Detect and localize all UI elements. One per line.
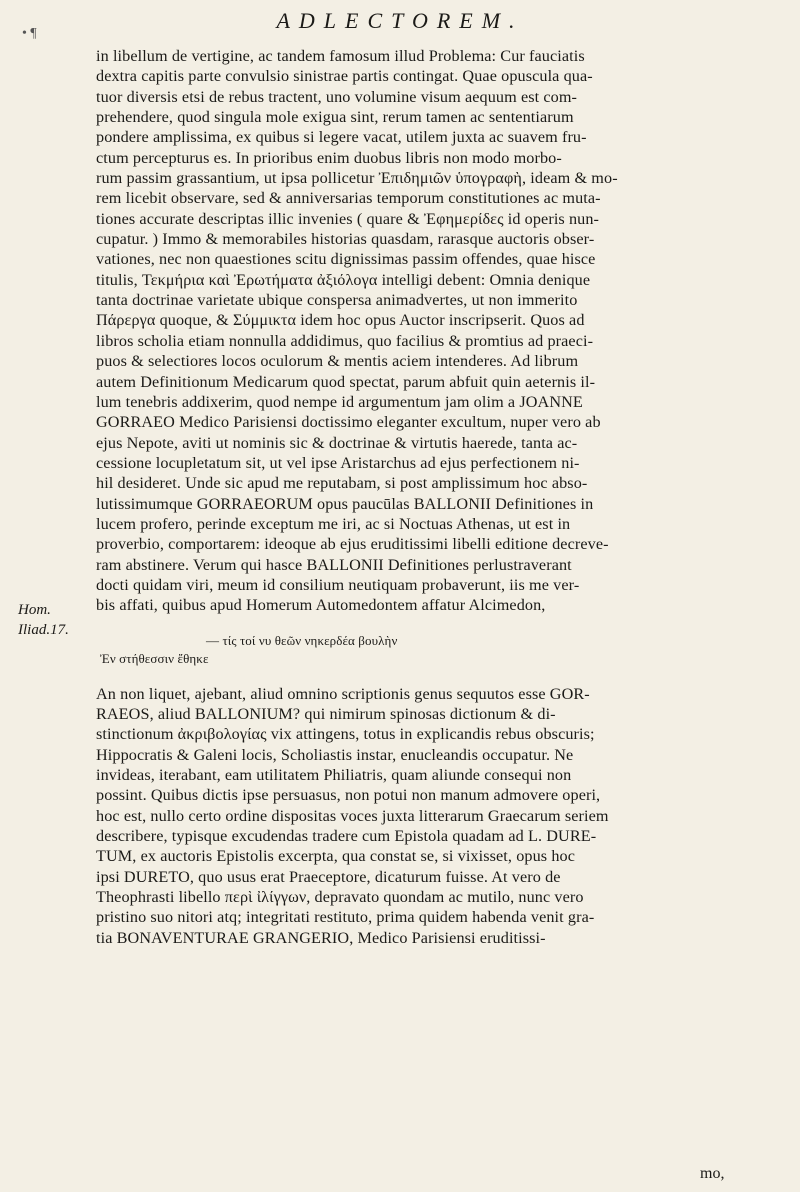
spacer bbox=[96, 616, 756, 632]
body-text bbox=[96, 46, 756, 948]
text-line: docti quidam viri, meum id consilium neutiquam probaverunt, iis me ver- bbox=[96, 575, 580, 594]
text-line: puos & selectiores locos oculorum & mentis aciem intenderes. Ad librum bbox=[96, 352, 579, 371]
text-line: ram abstinere. Verum qui hasce BALLONII Definitiones perlustraverant bbox=[96, 555, 572, 574]
text-line: possint. Quibus dictis ipse persuasus, non potui non manum admovere operi, bbox=[96, 786, 601, 805]
text-line: lutissimumque GORRAEORUM opus paucūlas BALLONII Definitiones in bbox=[96, 494, 594, 513]
margin-note-hom: Hom. bbox=[18, 602, 51, 618]
text-line: pondere amplissima, ex quibus si legere vacat, utilem juxta ac suavem fru- bbox=[96, 128, 587, 147]
text-line: cessione locupletatum sit, ut vel ipse Aristarchus ad ejus perfectionem ni- bbox=[96, 453, 580, 472]
verse-line: — τίς τοί νυ θεῶν νηκερδέα βουλὴν bbox=[206, 632, 398, 648]
text-line: rem licebit observare, sed & anniversarias temporum constitutiones ac muta- bbox=[96, 189, 601, 208]
text-line: titulis, Τεκμήρια καὶ Ἐρωτήματα ἀξιόλογα intelligi debent: Omnia denique bbox=[96, 270, 591, 289]
text-line: rum passim grassantium, ut ipsa pollicetur Ἐπιδημιῶν ὑπογραφὴ, ideam & mo- bbox=[96, 169, 618, 188]
text-line: pristino suo nitori atq; integritati restituto, prima quidem habenda venit gra- bbox=[96, 908, 595, 927]
text-line: stinctionum ἀκριβολογίας vix attingens, totus in explicandis rebus obscuris; bbox=[96, 725, 595, 744]
text-line: bis affati, quibus apud Homerum Automedontem affatur Alcimedon, bbox=[96, 596, 546, 615]
spacer bbox=[96, 668, 756, 684]
text-line: lucem profero, perinde exceptum me iri, ac si Noctuas Athenas, ut est in bbox=[96, 514, 571, 533]
page-title: ADLECTOREM. bbox=[276, 8, 524, 33]
text-line: RAEOS, aliud BALLONIUM? qui nimirum spinosas dictionum & di- bbox=[96, 704, 556, 723]
text-line: Πάρεργα quoque, & Σύμμικτα idem hoc opus Auctor inscripserit. Quos ad bbox=[96, 311, 585, 330]
text-line: tanta doctrinae varietate ubique conspersa animadvertes, ut non immerito bbox=[96, 291, 578, 310]
text-line: prehendere, quod singula mole exigua sint, rerum tamen ac sententiarum bbox=[96, 108, 574, 127]
text-line: vationes, nec non quaestiones scitu dignissimas passim offendes, quae hisce bbox=[96, 250, 596, 269]
text-line: libros scholia etiam nonnulla addidimus, quo facilius & promtius ad praeci- bbox=[96, 331, 594, 350]
text-line: ejus Nepote, aviti ut nominis sic & doctrinae & virtutis haerede, tanta ac- bbox=[96, 433, 578, 452]
text-line: describere, typisque excudendas tradere cum Epistola quadam ad L. DURE- bbox=[96, 827, 597, 846]
catchword: mo, bbox=[700, 1165, 725, 1182]
text-line: lum tenebris addixerim, quod nempe id argumentum jam olim a JOANNE bbox=[96, 392, 583, 411]
paragraph-second bbox=[96, 684, 756, 948]
text-line: GORRAEO Medico Parisiensi doctissimo eleganter excultum, nuper vero ab bbox=[96, 413, 601, 432]
text-line: TUM, ex auctoris Epistolis excerpta, qua constat se, si vixisset, opus hoc bbox=[96, 847, 575, 866]
text-line: Theophrasti libello περὶ ἰλίγγων, depravato quondam ac mutilo, nunc vero bbox=[96, 888, 584, 907]
paragraph-first bbox=[96, 46, 756, 616]
text-line: dextra capitis parte convulsio sinistrae partis contingat. Quae opuscula qua- bbox=[96, 67, 593, 86]
verse-line: Ἐν στήθεσσιν ἔθηκε bbox=[100, 650, 209, 666]
text-line: proverbio, comportarem: ideoque ab ejus eruditissimi libelli editione decreve- bbox=[96, 535, 609, 554]
text-line: ctum percepturus es. In prioribus enim duobus libris non modo morbo- bbox=[96, 148, 562, 167]
text-line: tiones accurate descriptas illic invenies ( quare & Ἐφημερίδες id operis nun- bbox=[96, 209, 600, 228]
text-line: autem Definitionum Medicarum quod spectat, parum abfuit quin aeternis il- bbox=[96, 372, 596, 391]
text-line: hoc est, nullo certo ordine dispositas voces juxta litterarum Graecarum seriem bbox=[96, 806, 609, 825]
text-line: Hippocratis & Galeni locis, Scholiastis instar, enucleandis occupatur. Ne bbox=[96, 745, 574, 764]
text-line: tia BONAVENTURAE GRANGERIO, Medico Parisiensi eruditissi- bbox=[96, 928, 546, 947]
text-line: tuor diversis etsi de rebus tractent, uno volumine visum aequum est com- bbox=[96, 87, 578, 106]
text-line: ipsi DURETO, quo usus erat Praeceptore, dicaturum fuisse. At vero de bbox=[96, 867, 561, 886]
margin-note-iliad: Iliad.17. bbox=[18, 622, 69, 638]
text-line: hil desideret. Unde sic apud me reputabam, si post amplissimum hoc abso- bbox=[96, 474, 588, 493]
corner-ornament: • ¶ bbox=[22, 26, 37, 41]
text-line: An non liquet, ajebant, aliud omnino scriptionis genus sequutos esse GOR- bbox=[96, 684, 590, 703]
text-line: in libellum de vertigine, ac tandem famosum illud Problema: Cur fauciatis bbox=[96, 47, 585, 65]
text-line: invideas, iterabant, eam utilitatem Philiatris, quam aliunde consequi non bbox=[96, 766, 572, 784]
text-line: cupatur. ) Immo & memorabiles historias quasdam, rarasque auctoris obser- bbox=[96, 230, 595, 249]
